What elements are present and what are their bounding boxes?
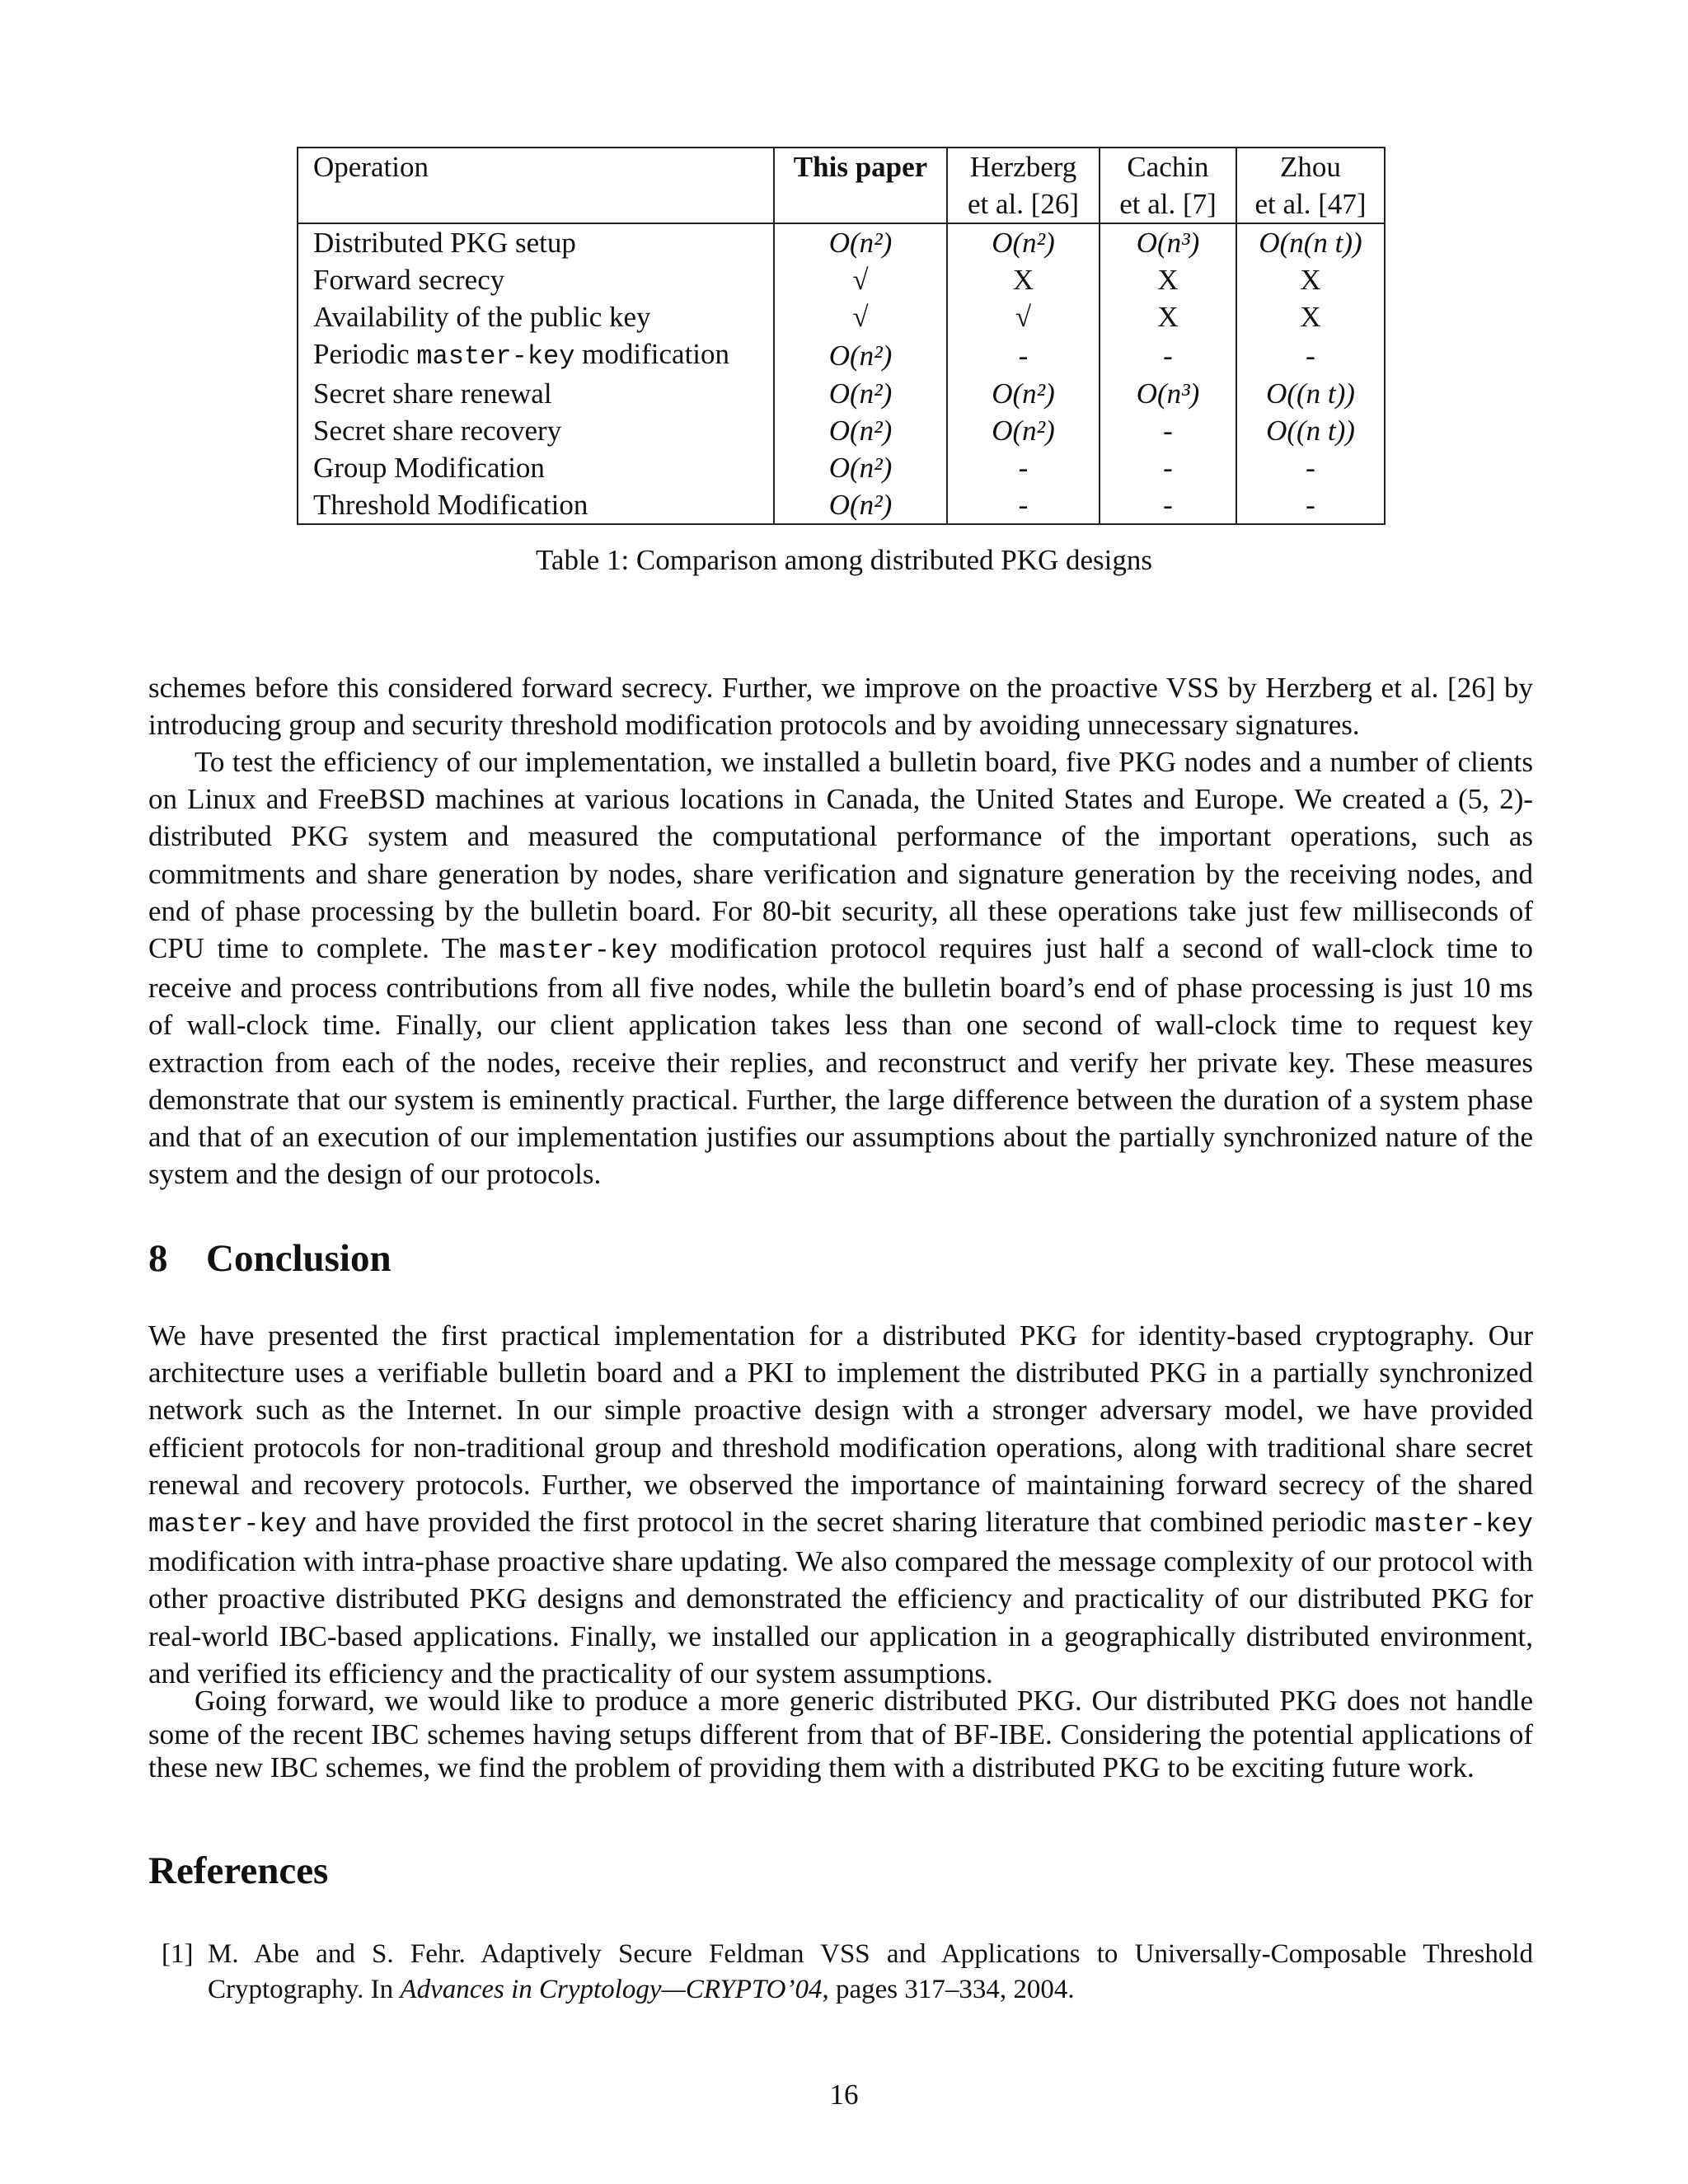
comparison-table: [297, 147, 1386, 525]
cell-zhou: O((n t)): [1236, 412, 1385, 449]
text-run: -distributed PKG system and measured the computational performance of the important operations, such as commitments and share generation by nodes, share verification and signature generation by the receiving nodes, and end of phase processing by the bulletin board. For 80-bit security, all these operations take just few milliseconds of CPU time to complete. The: [148, 783, 1534, 965]
row-operation: Forward secrecy: [298, 261, 774, 298]
cell-this-paper: O(n²): [774, 375, 947, 412]
cell-zhou: O((n t)): [1236, 375, 1385, 412]
header-zhou-1: Zhou: [1236, 148, 1385, 185]
cell-cachin: O(n³): [1100, 375, 1236, 412]
header-cachin-1: Cachin: [1100, 148, 1236, 185]
text-run: To test the efficiency of our implementation, we installed a bulletin board, five PKG nodes and a number of clients on Linux and FreeBSD machines at various locations in Canada, the United States and Europe. We created a: [148, 746, 1533, 816]
cell-herzberg: √: [947, 298, 1100, 335]
cell-herzberg: X: [947, 261, 1100, 298]
cell-cachin: X: [1100, 298, 1236, 335]
table-row: [298, 335, 1385, 375]
cell-cachin: X: [1100, 261, 1236, 298]
conclusion-paragraph-2: Going forward, we would like to produce a more generic distributed PKG. Our distributed PKG does not handle some of the recent IBC schemes having setups different from that of BF-IBE. Considering the potential applications of these new IBC schemes, we find the problem of providing them with a distributed PKG to be exciting future work.: [148, 1685, 1533, 1783]
cell-cachin: -: [1100, 486, 1236, 524]
reference-venue: Advances in Cryptology—CRYPTO’04: [400, 1975, 823, 2004]
cell-zhou: -: [1236, 486, 1385, 524]
row-operation: [298, 335, 774, 375]
page-number: 16: [829, 2079, 859, 2111]
section-number: 8: [148, 1237, 168, 1280]
conclusion-paragraph-1: [148, 1317, 1533, 1692]
cell-herzberg: -: [947, 449, 1100, 486]
row-op-code: master-key: [416, 341, 575, 372]
cell-herzberg: -: [947, 486, 1100, 524]
cell-herzberg: -: [947, 335, 1100, 375]
cell-cachin: -: [1100, 449, 1236, 486]
table-row: [298, 412, 1385, 449]
table-caption: Table 1: Comparison among distributed PKG designs: [535, 544, 1153, 576]
header-operation: Operation: [298, 148, 774, 185]
cell-this-paper: O(n²): [774, 335, 947, 375]
reference-item: [162, 1937, 1533, 2008]
references-heading: References: [148, 1849, 329, 1892]
row-op-prefix: Periodic: [313, 338, 410, 370]
math-tuple: (5, 2): [1458, 783, 1524, 816]
row-op-suffix: modification: [582, 338, 730, 370]
inline-code: master-key: [1374, 1509, 1533, 1540]
inline-code: master-key: [499, 935, 658, 967]
cell-this-paper: √: [774, 298, 947, 335]
cell-this-paper: O(n²): [774, 223, 947, 261]
header-cachin-2: et al. [7]: [1100, 185, 1236, 223]
inline-code: master-key: [148, 1509, 307, 1540]
section-title: Conclusion: [206, 1237, 392, 1280]
table-row: [298, 298, 1385, 335]
cell-zhou: X: [1236, 298, 1385, 335]
text-run: modification protocol requires just half a second of wall-clock time to receive and process contributions from all five nodes, while the bulletin board’s end of phase processing is just 10 ms of wall-clock time. Finally, our client application takes less than one second of wall-clock time to request key extraction from each of the nodes, receive their replies, and reconstruct and verify her private key. These measures demonstrate that our system is eminently practical. Further, the large difference between the duration of a system phase and that of an execution of our implementation justifies our assumptions about the partially synchronized nature of the system and the design of our protocols.: [148, 932, 1533, 1191]
text-run: modification with intra-phase proactive share updating. We also compared the message complexity of our protocol with other proactive distributed PKG designs and demonstrated the efficiency and practicality of our distributed PKG for real-world IBC-based applications. Finally, we installed our application in a geographically distributed environment, and verified its efficiency and the practicality of our system assumptions.: [148, 1545, 1533, 1690]
section-heading-conclusion: [148, 1236, 392, 1281]
table-row: [298, 375, 1385, 412]
body-paragraph-1: schemes before this considered forward secrecy. Further, we improve on the proactive VSS by Herzberg et al. [26] by introducing group and security threshold modification protocols and by avoiding unnecessary signatures.: [148, 672, 1533, 742]
reference-label: [1]: [162, 1939, 194, 1969]
cell-zhou: -: [1236, 449, 1385, 486]
table-row: [298, 486, 1385, 524]
row-operation: Group Modification: [298, 449, 774, 486]
header-herzberg-2: et al. [26]: [947, 185, 1100, 223]
cell-herzberg: O(n²): [947, 223, 1100, 261]
cell-zhou: O(n(n t)): [1236, 223, 1385, 261]
text-run: M. Abe and S. Fehr. Adaptively Secure Feldman VSS and Applications to Universally-Composable Threshold Cryptography. In: [208, 1939, 1533, 2004]
cell-herzberg: O(n²): [947, 412, 1100, 449]
cell-cachin: -: [1100, 335, 1236, 375]
header-zhou-2: et al. [47]: [1236, 185, 1385, 223]
cell-cachin: O(n³): [1100, 223, 1236, 261]
header-herzberg-1: Herzberg: [947, 148, 1100, 185]
text-run: , pages 317–334, 2004.: [822, 1975, 1075, 2004]
cell-herzberg: O(n²): [947, 375, 1100, 412]
cell-this-paper: O(n²): [774, 449, 947, 486]
reference-body: [208, 1937, 1533, 2008]
cell-zhou: -: [1236, 335, 1385, 375]
table-row: [298, 261, 1385, 298]
cell-this-paper: O(n²): [774, 486, 947, 524]
text-run: We have presented the first practical implementation for a distributed PKG for identity-based cryptography. Our architecture uses a verifiable bulletin board and a PKI to implement the distributed PKG in a partially synchronized network such as the Internet. In our simple proactive design with a stronger adversary model, we have provided efficient protocols for non-traditional group and threshold modification operations, along with traditional share secret renewal and recovery protocols. Further, we observed the importance of maintaining forward secrecy of the shared: [148, 1319, 1533, 1501]
cell-zhou: X: [1236, 261, 1385, 298]
table-row: [298, 449, 1385, 486]
cell-this-paper: O(n²): [774, 412, 947, 449]
row-operation: Availability of the public key: [298, 298, 774, 335]
body-paragraph-2: [148, 743, 1533, 1193]
table-row: [298, 223, 1385, 261]
row-operation: Secret share renewal: [298, 375, 774, 412]
row-operation: Threshold Modification: [298, 486, 774, 524]
header-this-paper: This paper: [774, 148, 947, 185]
cell-cachin: -: [1100, 412, 1236, 449]
text-run: and have provided the first protocol in the secret sharing literature that combined periodic: [307, 1506, 1375, 1539]
row-operation: Distributed PKG setup: [298, 223, 774, 261]
row-operation: Secret share recovery: [298, 412, 774, 449]
cell-this-paper: √: [774, 261, 947, 298]
